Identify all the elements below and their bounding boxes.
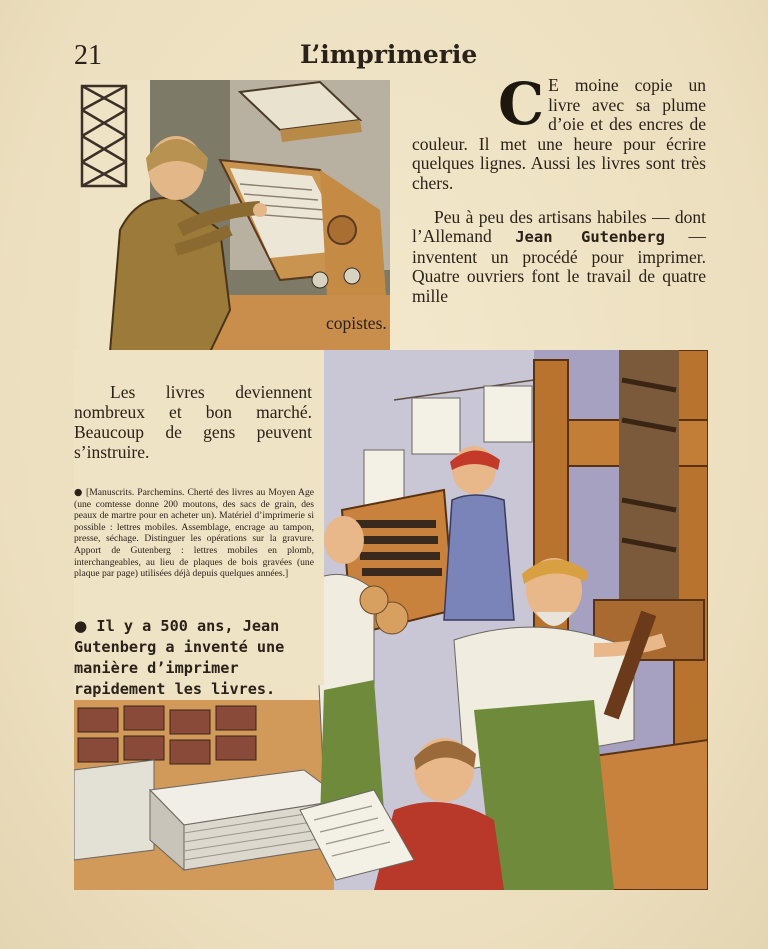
teacher-notes: [74, 487, 314, 580]
summary-bullet: ●: [74, 617, 88, 635]
summary-statement: [74, 616, 314, 700]
intro-paragraph-2-tail: copistes.: [326, 313, 387, 333]
notes-bullet: ●: [74, 487, 84, 498]
page-number: 21: [74, 40, 102, 71]
drop-cap: C: [498, 70, 545, 138]
intro-paragraph-2: [326, 208, 706, 307]
paragraph-2-start: Peu à peu des artisans habiles — dont l’Allemand: [412, 206, 706, 247]
summary-text: Il y a 500 ans, Jean Gutenberg a inventé une manière d’imprimer rapidement les livres.: [74, 617, 285, 698]
page-title: L’imprimerie: [300, 40, 478, 69]
intro-paragraph-1: E moine copie un livre avec sa plume d’oie et des encres de couleur. Il met une heure pour écrire quelques lignes. Aussi les livres sont très chers.: [412, 75, 706, 193]
paragraph-2-end: — inventent un procédé pour imprimer. Quatre ouvriers font le travail de quatre mille: [412, 226, 707, 306]
notes-text: [Manuscrits. Parchemins. Cherté des livres au Moyen Age (une comtesse donne 200 moutons, des sacs de grain, des peaux de martre pour en acheter un). Matériel d’imprimerie si possible : lettres mobiles. Assemblage, encrage au tampon, presse, séchage. Distinguer les opérations sur la gravure. Apport de Gutenberg : lettres mobiles en plomb, interchangeables, au lieu de plaques de bois gravées (une plaque par page) utilisées déjà depuis quelques années.]: [74, 487, 314, 580]
intro-text: [326, 70, 707, 307]
gutenberg-name: Jean Gutenberg: [515, 228, 665, 247]
books-paragraph: Les livres deviennent nombreux et bon marché. Beaucoup de gens peuvent s’instruire.: [74, 382, 312, 462]
